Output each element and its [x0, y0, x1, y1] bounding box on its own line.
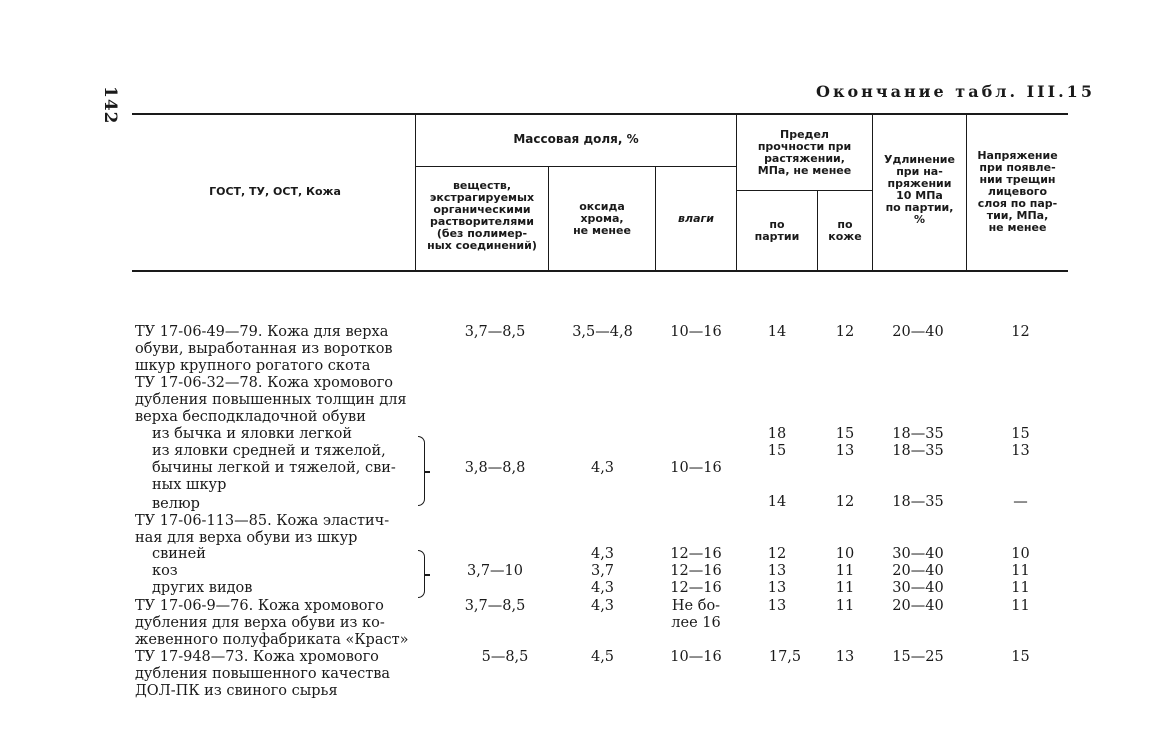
row-description: из яловки средней и тяжелой,	[152, 443, 386, 459]
cell-extract: 5—8,5	[481, 649, 529, 665]
cell-elongation: 30—40	[892, 580, 944, 596]
cell-leather: 12	[835, 324, 855, 340]
cell-batch: 13	[767, 598, 787, 614]
cell-elongation: 15—25	[892, 649, 944, 665]
header-chrome: оксида хрома, не менее	[573, 200, 631, 237]
text-line: шкур крупного рогатого скота	[135, 358, 371, 374]
cell-chrome: 3,5—4,8	[572, 324, 633, 340]
group-rule-strength	[737, 190, 872, 191]
header-elongation: Удлинение при на- пряжении 10 МПа по партии, %	[884, 153, 955, 226]
text-line: дубления повышенного качества	[135, 666, 391, 682]
text-line: ТУ 17-06-49—79. Кожа для верха	[135, 324, 389, 340]
cell-extract: 3,7—8,5	[464, 324, 526, 340]
cell-crack-stress: 10	[1011, 546, 1030, 562]
header-extract: веществ, экстрагируемых органическими растворителями (без полимер- ных соединений)	[427, 179, 537, 252]
table-caption: Окончание табл. III.15	[816, 82, 1095, 101]
cell-extract: 3,7—8,5	[464, 598, 526, 614]
cell-crack-stress: 11	[1011, 563, 1030, 579]
cell-moisture: 10—16	[670, 649, 722, 665]
cell-elongation: 18—35	[892, 426, 944, 442]
row-description: велюр	[152, 496, 200, 512]
row-description: коз	[152, 563, 178, 579]
cell-leather: 12	[835, 494, 855, 510]
row-description	[135, 324, 393, 375]
cell-chrome: 3,7	[590, 563, 615, 579]
text-line: верха бесподкладочной обуви	[135, 409, 366, 425]
text-line: жевенного полуфабриката «Краст»	[135, 632, 409, 648]
text-line: обуви, выработанная из воротков	[135, 341, 393, 357]
text-line: Не бо-	[671, 598, 721, 614]
cell-chrome: 4,3	[590, 598, 615, 614]
row-description: из бычка и яловки легкой	[152, 426, 353, 442]
cell-crack-stress: —	[1013, 494, 1028, 510]
group-rule-mass	[416, 166, 736, 167]
text-line: ТУ 17-948—73. Кожа хромового	[135, 649, 379, 665]
cell-moisture: 12—16	[670, 546, 722, 562]
row-description	[135, 649, 390, 700]
header-crack-stress: Напряжение при появле- нии трещин лицевого слоя по пар- тии, МПа, не менее	[977, 149, 1058, 234]
text-line: ТУ 17-06-113—85. Кожа эластич-	[135, 513, 390, 529]
header-gost: ГОСТ, ТУ, ОСТ, Кожа	[209, 185, 341, 198]
cell-chrome: 4,3	[590, 546, 615, 562]
header-strength-group: Предел прочности при растяжении, МПа, не менее	[757, 128, 852, 177]
grouping-brace	[418, 436, 425, 506]
row-description	[135, 375, 407, 426]
cell-chrome: 4,3	[590, 460, 615, 476]
text-line: лее 16	[671, 615, 721, 631]
cell-crack-stress: 11	[1011, 598, 1030, 614]
cell-elongation: 20—40	[892, 598, 944, 614]
cell-elongation: 18—35	[892, 443, 944, 459]
page-number: 142	[100, 86, 120, 125]
cell-crack-stress: 12	[1011, 324, 1030, 340]
cell-chrome: 4,5	[590, 649, 615, 665]
row-description: других видов	[152, 580, 253, 596]
cell-leather: 11	[835, 580, 855, 596]
cell-batch: 15	[767, 443, 787, 459]
cell-moisture: 12—16	[670, 580, 722, 596]
row-description: свиней	[152, 546, 206, 562]
cell-batch: 13	[767, 563, 787, 579]
row-description	[152, 460, 396, 494]
text-line: ная для верха обуви из шкур	[135, 530, 358, 546]
header-mass-group: Массовая доля, %	[513, 132, 639, 146]
cell-chrome: 4,3	[590, 580, 615, 596]
cell-batch: 14	[767, 324, 787, 340]
cell-moisture: 10—16	[670, 460, 722, 476]
cell-moisture: 10—16	[670, 324, 722, 340]
cell-extract: 3,8—8,8	[464, 460, 526, 476]
text-line: бычины легкой и тяжелой, сви-	[152, 460, 396, 476]
cell-crack-stress: 15	[1011, 649, 1030, 665]
cell-elongation: 20—40	[892, 563, 944, 579]
row-description	[135, 598, 408, 649]
cell-batch: 17,5	[768, 649, 802, 665]
text-line: ных шкур	[152, 477, 227, 493]
cell-moisture: 12—16	[670, 563, 722, 579]
cell-leather: 10	[835, 546, 855, 562]
row-description	[135, 513, 389, 547]
text-line: ДОЛ-ПК из свиного сырья	[135, 683, 338, 699]
header-bottom-rule	[132, 270, 1068, 272]
cell-batch: 13	[767, 580, 787, 596]
cell-crack-stress: 15	[1011, 426, 1030, 442]
cell-elongation: 18—35	[892, 494, 944, 510]
cell-leather: 11	[835, 563, 855, 579]
cell-extract: 3,7—10	[466, 563, 523, 579]
cell-leather: 13	[835, 443, 855, 459]
text-line: ТУ 17-06-9—76. Кожа хромового	[135, 598, 384, 614]
cell-leather: 13	[835, 649, 855, 665]
header-leather: по коже	[828, 218, 862, 243]
text-line: дубления для верха обуви из ко-	[135, 615, 385, 631]
grouping-brace	[418, 550, 425, 598]
cell-crack-stress: 11	[1011, 580, 1030, 596]
cell-moisture	[656, 598, 736, 632]
cell-batch: 18	[767, 426, 787, 442]
cell-batch: 12	[767, 546, 787, 562]
cell-crack-stress: 13	[1011, 443, 1030, 459]
cell-elongation: 20—40	[892, 324, 944, 340]
text-line: дубления повышенных толщин для	[135, 392, 407, 408]
header-top-rule	[132, 113, 1068, 115]
header-batch: по партии	[754, 218, 800, 243]
text-line: ТУ 17-06-32—78. Кожа хромового	[135, 375, 394, 391]
header-moisture: влаги	[678, 212, 714, 225]
cell-leather: 11	[835, 598, 855, 614]
cell-elongation: 30—40	[892, 546, 944, 562]
cell-leather: 15	[835, 426, 855, 442]
cell-batch: 14	[767, 494, 787, 510]
